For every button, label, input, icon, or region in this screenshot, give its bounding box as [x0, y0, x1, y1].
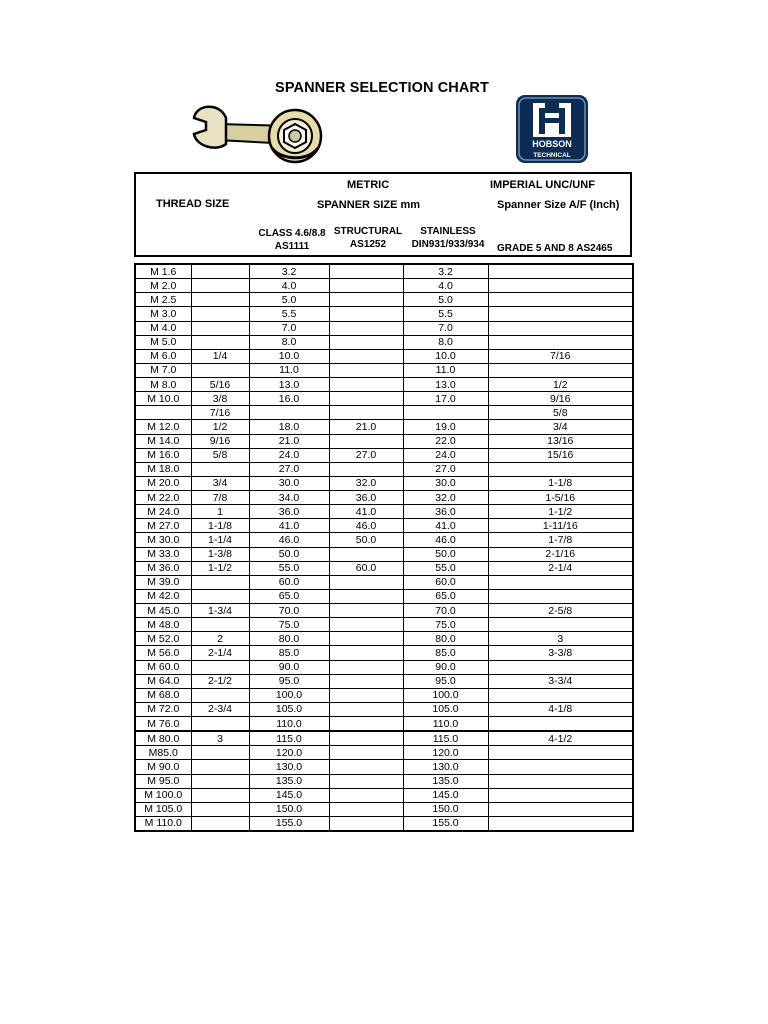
cell-imperial-size: 1-1/2 — [191, 561, 249, 575]
cell-stainless-metric: 120.0 — [403, 746, 488, 760]
cell-stainless-metric: 80.0 — [403, 632, 488, 646]
cell-class-metric: 7.0 — [249, 321, 329, 335]
cell-thread-size: M 76.0 — [135, 717, 191, 732]
cell-imperial-size — [191, 688, 249, 702]
cell-grade-imperial: 3 — [488, 632, 633, 646]
cell-thread-size: M 24.0 — [135, 505, 191, 519]
header-metric: METRIC — [347, 179, 390, 191]
cell-grade-imperial: 1/2 — [488, 378, 633, 392]
cell-thread-size: M 1.6 — [135, 264, 191, 279]
cell-stainless-metric: 105.0 — [403, 702, 488, 716]
cell-grade-imperial: 5/8 — [488, 406, 633, 420]
cell-imperial-size — [191, 618, 249, 632]
cell-grade-imperial: 1-1/2 — [488, 505, 633, 519]
table-row — [135, 589, 633, 603]
cell-stainless-metric: 19.0 — [403, 420, 488, 434]
cell-imperial-size: 1/4 — [191, 349, 249, 363]
table-row — [135, 519, 633, 533]
cell-grade-imperial — [488, 760, 633, 774]
cell-stainless-metric: 27.0 — [403, 462, 488, 476]
cell-thread-size: M 30.0 — [135, 533, 191, 547]
cell-class-metric: 5.0 — [249, 293, 329, 307]
cell-thread-size: M 5.0 — [135, 335, 191, 349]
cell-grade-imperial: 1-7/8 — [488, 533, 633, 547]
cell-class-metric: 11.0 — [249, 363, 329, 377]
cell-structural-metric: 46.0 — [329, 519, 403, 533]
cell-thread-size: M 4.0 — [135, 321, 191, 335]
cell-imperial-size — [191, 307, 249, 321]
cell-class-metric: 120.0 — [249, 746, 329, 760]
cell-imperial-size — [191, 717, 249, 732]
cell-structural-metric — [329, 788, 403, 802]
cell-structural-metric — [329, 731, 403, 746]
table-row — [135, 307, 633, 321]
cell-stainless-metric: 55.0 — [403, 561, 488, 575]
cell-imperial-size: 9/16 — [191, 434, 249, 448]
table-row — [135, 604, 633, 618]
table-row — [135, 420, 633, 434]
table-row — [135, 279, 633, 293]
cell-class-metric: 30.0 — [249, 476, 329, 490]
page-title: SPANNER SELECTION CHART — [275, 80, 489, 96]
table-row — [135, 660, 633, 674]
cell-stainless-metric: 130.0 — [403, 760, 488, 774]
cell-structural-metric — [329, 547, 403, 561]
cell-stainless-metric: 3.2 — [403, 264, 488, 279]
cell-grade-imperial — [488, 575, 633, 589]
cell-class-metric: 130.0 — [249, 760, 329, 774]
cell-imperial-size: 2-1/2 — [191, 674, 249, 688]
cell-structural-metric: 21.0 — [329, 420, 403, 434]
table-row — [135, 476, 633, 490]
cell-class-metric: 27.0 — [249, 462, 329, 476]
cell-thread-size: M 14.0 — [135, 434, 191, 448]
cell-imperial-size: 1-3/4 — [191, 604, 249, 618]
cell-stainless-metric: 70.0 — [403, 604, 488, 618]
cell-grade-imperial: 13/16 — [488, 434, 633, 448]
cell-thread-size: M 105.0 — [135, 802, 191, 816]
cell-thread-size: M 56.0 — [135, 646, 191, 660]
cell-thread-size: M 110.0 — [135, 816, 191, 831]
table-row — [135, 816, 633, 831]
cell-thread-size: M 2.0 — [135, 279, 191, 293]
cell-grade-imperial: 2-1/4 — [488, 561, 633, 575]
cell-imperial-size — [191, 660, 249, 674]
cell-thread-size: M 80.0 — [135, 731, 191, 746]
cell-structural-metric: 36.0 — [329, 491, 403, 505]
cell-thread-size: M 64.0 — [135, 674, 191, 688]
table-row — [135, 392, 633, 406]
cell-stainless-metric — [403, 406, 488, 420]
cell-class-metric: 3.2 — [249, 264, 329, 279]
cell-imperial-size — [191, 816, 249, 831]
cell-stainless-metric: 60.0 — [403, 575, 488, 589]
cell-imperial-size — [191, 321, 249, 335]
header-spanner-size-mm: SPANNER SIZE mm — [317, 199, 421, 211]
cell-class-metric: 90.0 — [249, 660, 329, 674]
cell-imperial-size: 1 — [191, 505, 249, 519]
cell-grade-imperial — [488, 746, 633, 760]
cell-thread-size: M 90.0 — [135, 760, 191, 774]
cell-structural-metric — [329, 363, 403, 377]
cell-structural-metric — [329, 774, 403, 788]
table-row — [135, 688, 633, 702]
cell-grade-imperial: 3-3/8 — [488, 646, 633, 660]
cell-imperial-size — [191, 335, 249, 349]
cell-class-metric: 70.0 — [249, 604, 329, 618]
cell-imperial-size — [191, 279, 249, 293]
cell-stainless-metric: 145.0 — [403, 788, 488, 802]
table-row — [135, 774, 633, 788]
cell-grade-imperial: 2-5/8 — [488, 604, 633, 618]
cell-stainless-metric: 7.0 — [403, 321, 488, 335]
cell-structural-metric: 27.0 — [329, 448, 403, 462]
header-stainless: STAINLESS DIN931/933/934 — [411, 226, 485, 250]
table-row — [135, 293, 633, 307]
cell-structural-metric — [329, 746, 403, 760]
cell-thread-size: M 45.0 — [135, 604, 191, 618]
cell-stainless-metric: 5.5 — [403, 307, 488, 321]
table-row — [135, 561, 633, 575]
table-row — [135, 321, 633, 335]
table-row — [135, 731, 633, 746]
table-row — [135, 788, 633, 802]
cell-class-metric: 80.0 — [249, 632, 329, 646]
table-row — [135, 406, 633, 420]
cell-grade-imperial — [488, 688, 633, 702]
cell-imperial-size — [191, 462, 249, 476]
cell-class-metric: 4.0 — [249, 279, 329, 293]
cell-imperial-size — [191, 760, 249, 774]
cell-structural-metric — [329, 674, 403, 688]
cell-stainless-metric: 110.0 — [403, 717, 488, 732]
cell-stainless-metric: 32.0 — [403, 491, 488, 505]
cell-structural-metric — [329, 392, 403, 406]
table-row — [135, 335, 633, 349]
cell-grade-imperial — [488, 462, 633, 476]
cell-thread-size: M 6.0 — [135, 349, 191, 363]
cell-imperial-size — [191, 363, 249, 377]
cell-grade-imperial: 7/16 — [488, 349, 633, 363]
cell-thread-size: M 20.0 — [135, 476, 191, 490]
cell-imperial-size: 2-1/4 — [191, 646, 249, 660]
cell-stainless-metric: 10.0 — [403, 349, 488, 363]
table-row — [135, 547, 633, 561]
cell-structural-metric — [329, 434, 403, 448]
cell-grade-imperial — [488, 335, 633, 349]
cell-class-metric: 46.0 — [249, 533, 329, 547]
hobson-logo — [516, 95, 588, 163]
cell-stainless-metric: 11.0 — [403, 363, 488, 377]
cell-structural-metric — [329, 760, 403, 774]
cell-grade-imperial — [488, 660, 633, 674]
cell-grade-imperial: 1-5/16 — [488, 491, 633, 505]
cell-imperial-size: 1-1/4 — [191, 533, 249, 547]
cell-grade-imperial: 3/4 — [488, 420, 633, 434]
cell-structural-metric — [329, 293, 403, 307]
cell-class-metric: 95.0 — [249, 674, 329, 688]
cell-stainless-metric: 65.0 — [403, 589, 488, 603]
cell-structural-metric: 32.0 — [329, 476, 403, 490]
cell-grade-imperial — [488, 264, 633, 279]
cell-imperial-size: 5/16 — [191, 378, 249, 392]
cell-thread-size: M 18.0 — [135, 462, 191, 476]
cell-stainless-metric: 13.0 — [403, 378, 488, 392]
cell-class-metric: 105.0 — [249, 702, 329, 716]
cell-stainless-metric: 95.0 — [403, 674, 488, 688]
cell-grade-imperial — [488, 774, 633, 788]
cell-thread-size: M 2.5 — [135, 293, 191, 307]
spanner-icon — [190, 100, 325, 168]
cell-imperial-size — [191, 746, 249, 760]
cell-structural-metric — [329, 264, 403, 279]
cell-grade-imperial: 1-1/8 — [488, 476, 633, 490]
cell-class-metric: 100.0 — [249, 688, 329, 702]
cell-class-metric: 24.0 — [249, 448, 329, 462]
cell-class-metric: 115.0 — [249, 731, 329, 746]
table-row — [135, 760, 633, 774]
cell-thread-size: M 95.0 — [135, 774, 191, 788]
cell-thread-size: M 3.0 — [135, 307, 191, 321]
cell-imperial-size: 1-1/8 — [191, 519, 249, 533]
cell-thread-size: M 42.0 — [135, 589, 191, 603]
cell-grade-imperial: 2-1/16 — [488, 547, 633, 561]
cell-class-metric: 41.0 — [249, 519, 329, 533]
cell-grade-imperial: 1-11/16 — [488, 519, 633, 533]
cell-stainless-metric: 155.0 — [403, 816, 488, 831]
cell-stainless-metric: 5.0 — [403, 293, 488, 307]
cell-structural-metric — [329, 335, 403, 349]
table-row — [135, 505, 633, 519]
cell-structural-metric — [329, 575, 403, 589]
cell-structural-metric — [329, 632, 403, 646]
cell-thread-size: M 10.0 — [135, 392, 191, 406]
cell-structural-metric — [329, 406, 403, 420]
table-row — [135, 264, 633, 279]
cell-grade-imperial: 4-1/8 — [488, 702, 633, 716]
cell-thread-size: M 16.0 — [135, 448, 191, 462]
header-thread-size: THREAD SIZE — [156, 198, 230, 210]
cell-thread-size: M 48.0 — [135, 618, 191, 632]
cell-imperial-size — [191, 293, 249, 307]
table-row — [135, 646, 633, 660]
cell-thread-size: M 12.0 — [135, 420, 191, 434]
cell-imperial-size: 7/8 — [191, 491, 249, 505]
cell-class-metric — [249, 406, 329, 420]
cell-class-metric: 150.0 — [249, 802, 329, 816]
table-row — [135, 533, 633, 547]
cell-imperial-size — [191, 589, 249, 603]
cell-thread-size: M 7.0 — [135, 363, 191, 377]
cell-thread-size: M85.0 — [135, 746, 191, 760]
cell-structural-metric — [329, 618, 403, 632]
cell-class-metric: 135.0 — [249, 774, 329, 788]
cell-class-metric: 145.0 — [249, 788, 329, 802]
cell-structural-metric: 41.0 — [329, 505, 403, 519]
table-row — [135, 618, 633, 632]
cell-structural-metric — [329, 816, 403, 831]
header-grade: GRADE 5 AND 8 AS2465 — [497, 243, 613, 254]
cell-structural-metric — [329, 802, 403, 816]
cell-stainless-metric: 30.0 — [403, 476, 488, 490]
cell-grade-imperial — [488, 363, 633, 377]
cell-class-metric: 13.0 — [249, 378, 329, 392]
cell-imperial-size: 1/2 — [191, 420, 249, 434]
cell-imperial-size: 3 — [191, 731, 249, 746]
cell-thread-size: M 52.0 — [135, 632, 191, 646]
cell-grade-imperial — [488, 788, 633, 802]
cell-thread-size: M 68.0 — [135, 688, 191, 702]
cell-grade-imperial — [488, 321, 633, 335]
cell-class-metric: 8.0 — [249, 335, 329, 349]
cell-structural-metric — [329, 589, 403, 603]
cell-structural-metric — [329, 660, 403, 674]
cell-structural-metric — [329, 604, 403, 618]
cell-structural-metric — [329, 462, 403, 476]
cell-grade-imperial — [488, 618, 633, 632]
cell-grade-imperial — [488, 293, 633, 307]
cell-class-metric: 60.0 — [249, 575, 329, 589]
spanner-table — [134, 263, 634, 832]
cell-class-metric: 16.0 — [249, 392, 329, 406]
cell-structural-metric — [329, 378, 403, 392]
cell-grade-imperial — [488, 802, 633, 816]
cell-imperial-size: 2 — [191, 632, 249, 646]
cell-stainless-metric: 115.0 — [403, 731, 488, 746]
header-imperial: IMPERIAL UNC/UNF — [490, 179, 595, 191]
cell-stainless-metric: 90.0 — [403, 660, 488, 674]
logo-text-technical: TECHNICAL — [533, 152, 571, 159]
cell-thread-size: M 36.0 — [135, 561, 191, 575]
cell-grade-imperial — [488, 589, 633, 603]
cell-structural-metric — [329, 717, 403, 732]
cell-structural-metric — [329, 688, 403, 702]
cell-class-metric: 36.0 — [249, 505, 329, 519]
cell-class-metric: 5.5 — [249, 307, 329, 321]
header-spanner-size-af: Spanner Size A/F (Inch) — [497, 199, 620, 211]
table-row — [135, 434, 633, 448]
cell-thread-size: M 27.0 — [135, 519, 191, 533]
cell-imperial-size — [191, 774, 249, 788]
cell-structural-metric — [329, 702, 403, 716]
cell-imperial-size: 3/8 — [191, 392, 249, 406]
cell-structural-metric — [329, 321, 403, 335]
cell-structural-metric: 60.0 — [329, 561, 403, 575]
table-row — [135, 491, 633, 505]
cell-thread-size: M 60.0 — [135, 660, 191, 674]
cell-imperial-size: 5/8 — [191, 448, 249, 462]
cell-grade-imperial: 9/16 — [488, 392, 633, 406]
cell-grade-imperial — [488, 717, 633, 732]
cell-structural-metric — [329, 646, 403, 660]
table-row — [135, 702, 633, 716]
cell-class-metric: 21.0 — [249, 434, 329, 448]
table-row — [135, 349, 633, 363]
cell-stainless-metric: 150.0 — [403, 802, 488, 816]
cell-stainless-metric: 46.0 — [403, 533, 488, 547]
cell-structural-metric: 50.0 — [329, 533, 403, 547]
cell-structural-metric — [329, 279, 403, 293]
cell-stainless-metric: 85.0 — [403, 646, 488, 660]
table-row — [135, 674, 633, 688]
cell-grade-imperial: 15/16 — [488, 448, 633, 462]
cell-grade-imperial: 3-3/4 — [488, 674, 633, 688]
cell-grade-imperial — [488, 307, 633, 321]
cell-stainless-metric: 4.0 — [403, 279, 488, 293]
cell-stainless-metric: 24.0 — [403, 448, 488, 462]
cell-imperial-size: 3/4 — [191, 476, 249, 490]
cell-structural-metric — [329, 307, 403, 321]
cell-thread-size: M 72.0 — [135, 702, 191, 716]
logo-text-hobson: HOBSON — [532, 139, 572, 149]
table-row — [135, 802, 633, 816]
table-row — [135, 746, 633, 760]
cell-class-metric: 10.0 — [249, 349, 329, 363]
cell-stainless-metric: 22.0 — [403, 434, 488, 448]
cell-grade-imperial — [488, 279, 633, 293]
cell-stainless-metric: 135.0 — [403, 774, 488, 788]
cell-stainless-metric: 41.0 — [403, 519, 488, 533]
cell-class-metric: 155.0 — [249, 816, 329, 831]
cell-class-metric: 75.0 — [249, 618, 329, 632]
cell-imperial-size — [191, 264, 249, 279]
cell-thread-size: M 39.0 — [135, 575, 191, 589]
cell-imperial-size — [191, 575, 249, 589]
cell-imperial-size: 1-3/8 — [191, 547, 249, 561]
cell-thread-size: M 100.0 — [135, 788, 191, 802]
header-structural: STRUCTURAL AS1252 — [333, 226, 403, 250]
cell-stainless-metric: 36.0 — [403, 505, 488, 519]
cell-stainless-metric: 50.0 — [403, 547, 488, 561]
table-row — [135, 448, 633, 462]
cell-class-metric: 55.0 — [249, 561, 329, 575]
cell-stainless-metric: 75.0 — [403, 618, 488, 632]
table-row — [135, 632, 633, 646]
cell-thread-size: M 33.0 — [135, 547, 191, 561]
table-row — [135, 575, 633, 589]
table-row — [135, 462, 633, 476]
cell-stainless-metric: 8.0 — [403, 335, 488, 349]
cell-class-metric: 50.0 — [249, 547, 329, 561]
table-header — [134, 172, 632, 257]
table-row — [135, 717, 633, 732]
cell-class-metric: 85.0 — [249, 646, 329, 660]
cell-grade-imperial — [488, 816, 633, 831]
cell-class-metric: 34.0 — [249, 491, 329, 505]
cell-imperial-size — [191, 802, 249, 816]
table-row — [135, 378, 633, 392]
cell-thread-size: M 22.0 — [135, 491, 191, 505]
cell-thread-size — [135, 406, 191, 420]
cell-class-metric: 110.0 — [249, 717, 329, 732]
header-class: CLASS 4.6/8.8 AS1111 — [258, 228, 326, 252]
cell-thread-size: M 8.0 — [135, 378, 191, 392]
cell-imperial-size: 7/16 — [191, 406, 249, 420]
cell-imperial-size: 2-3/4 — [191, 702, 249, 716]
table-row — [135, 363, 633, 377]
cell-imperial-size — [191, 788, 249, 802]
cell-class-metric: 18.0 — [249, 420, 329, 434]
cell-stainless-metric: 100.0 — [403, 688, 488, 702]
cell-stainless-metric: 17.0 — [403, 392, 488, 406]
cell-class-metric: 65.0 — [249, 589, 329, 603]
cell-structural-metric — [329, 349, 403, 363]
cell-grade-imperial: 4-1/2 — [488, 731, 633, 746]
